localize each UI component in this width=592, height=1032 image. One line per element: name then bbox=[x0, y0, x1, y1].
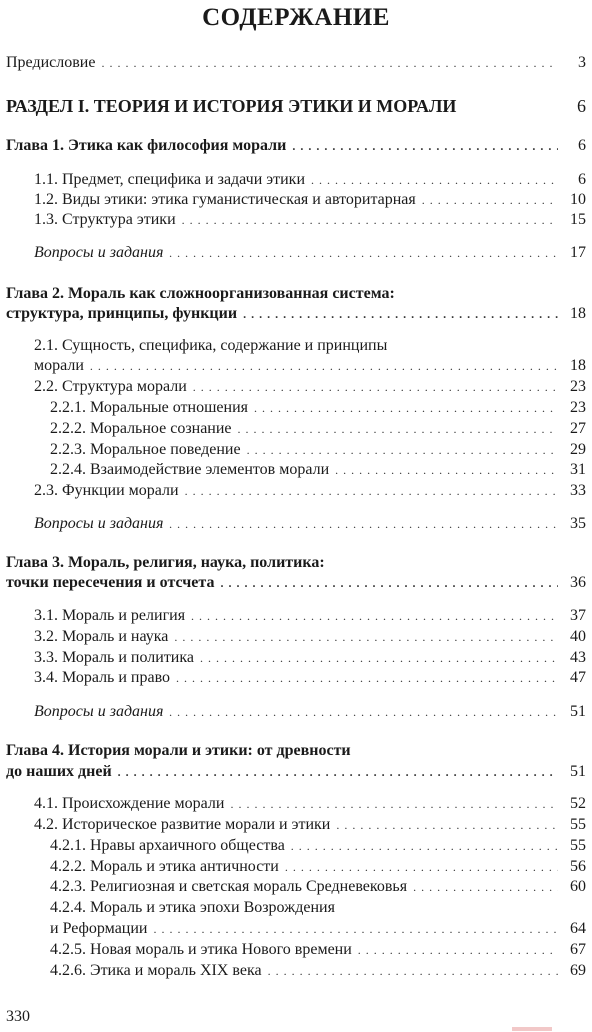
toc-entry-s3-1[interactable] bbox=[34, 606, 586, 626]
toc-entry-s4-2-6[interactable] bbox=[50, 961, 586, 981]
entry-label: 1.2. Виды этики: этика гуманистическая и авторитарная bbox=[34, 191, 416, 208]
toc-entry-q1[interactable] bbox=[34, 243, 586, 263]
toc-entry-s4-2-1[interactable] bbox=[50, 836, 586, 856]
entry-label: морали bbox=[34, 357, 84, 374]
entry-label: Предисловие bbox=[6, 54, 96, 71]
dot-leader bbox=[268, 961, 558, 981]
toc-entry-s4-2-5[interactable] bbox=[50, 940, 586, 960]
entry-label: Глава 1. Этика как философия морали bbox=[6, 137, 287, 154]
entry-page: 69 bbox=[570, 962, 586, 979]
toc-entry-ch4-line1[interactable]: Глава 4. История морали и этики: от древности bbox=[6, 742, 351, 759]
entry-page: 43 bbox=[570, 649, 586, 666]
dot-leader bbox=[422, 190, 558, 210]
toc-entry-s3-2[interactable] bbox=[34, 627, 586, 647]
toc-entry-ch4[interactable] bbox=[6, 762, 586, 782]
entry-page: 35 bbox=[570, 515, 586, 532]
entry-label: и Реформации bbox=[50, 920, 148, 937]
entry-label: 4.2.1. Нравы архаичного общества bbox=[50, 837, 285, 854]
entry-label: 4.1. Происхождение морали bbox=[34, 795, 225, 812]
dot-leader bbox=[335, 460, 558, 480]
entry-page: 23 bbox=[570, 378, 586, 395]
toc-entry-ch2-line1[interactable]: Глава 2. Мораль как сложноорганизованная система: bbox=[6, 285, 395, 302]
entry-page: 15 bbox=[570, 211, 586, 228]
entry-label: 4.2.2. Мораль и этика античности bbox=[50, 858, 279, 875]
toc-entry-preface[interactable] bbox=[6, 53, 586, 73]
dot-leader bbox=[292, 136, 558, 156]
toc-entry-ch3-line1[interactable]: Глава 3. Мораль, религия, наука, политика: bbox=[6, 554, 325, 571]
entry-label: точки пересечения и отсчета bbox=[6, 574, 215, 591]
entry-page: 3 bbox=[578, 54, 586, 71]
toc-entry-q3[interactable] bbox=[34, 702, 586, 722]
entry-label: 4.2.6. Этика и мораль XIX века bbox=[50, 962, 262, 979]
toc-entry-s1-2[interactable] bbox=[34, 190, 586, 210]
toc-entry-ch3[interactable] bbox=[6, 573, 586, 593]
entry-label: 2.2.4. Взаимодействие элементов морали bbox=[50, 461, 330, 478]
toc-entry-s2-1-line1[interactable]: 2.1. Сущность, специфика, содержание и принципы bbox=[34, 337, 388, 354]
entry-label: до наших дней bbox=[6, 763, 112, 780]
dot-leader bbox=[90, 356, 558, 376]
dot-leader bbox=[413, 877, 558, 897]
toc-entry-ch1[interactable] bbox=[6, 136, 586, 156]
dot-leader bbox=[169, 514, 558, 534]
toc-entry-s4-2-3[interactable] bbox=[50, 877, 586, 897]
dot-leader bbox=[193, 377, 558, 397]
entry-page: 27 bbox=[570, 420, 586, 437]
entry-page: 67 bbox=[570, 941, 586, 958]
entry-label: 4.2.3. Религиозная и светская мораль Средневековья bbox=[50, 878, 408, 895]
dot-leader bbox=[336, 815, 558, 835]
entry-page: 40 bbox=[570, 628, 586, 645]
dot-leader bbox=[118, 762, 558, 782]
dot-leader bbox=[247, 440, 558, 460]
dot-leader bbox=[169, 243, 558, 263]
entry-page: 51 bbox=[570, 763, 586, 780]
dot-leader bbox=[243, 304, 558, 324]
entry-page: 52 bbox=[570, 795, 586, 812]
entry-page: 29 bbox=[570, 441, 586, 458]
entry-page: 55 bbox=[570, 837, 586, 854]
entry-page: 64 bbox=[570, 920, 586, 937]
toc-entry-s4-2[interactable] bbox=[34, 815, 586, 835]
dot-leader bbox=[169, 702, 558, 722]
dot-leader bbox=[230, 794, 558, 814]
entry-page: 6 bbox=[578, 171, 586, 188]
toc-entry-s4-2-4-line1[interactable]: 4.2.4. Мораль и этика эпохи Возрождения bbox=[50, 899, 335, 916]
entry-page: 31 bbox=[570, 461, 586, 478]
entry-label: Вопросы и задания bbox=[34, 244, 164, 261]
entry-label: Вопросы и задания bbox=[34, 703, 164, 720]
toc-entry-s3-3[interactable] bbox=[34, 648, 586, 668]
toc-entry-section1[interactable] bbox=[6, 96, 586, 118]
entry-label: РАЗДЕЛ I. ТЕОРИЯ И ИСТОРИЯ ЭТИКИ И МОРАЛИ bbox=[6, 96, 457, 116]
entry-page: 18 bbox=[570, 357, 586, 374]
toc-entry-s2-2[interactable] bbox=[34, 377, 586, 397]
dot-leader bbox=[285, 857, 558, 877]
entry-label: 4.2. Историческое развитие морали и этики bbox=[34, 816, 331, 833]
entry-page: 37 bbox=[570, 607, 586, 624]
dot-leader bbox=[200, 648, 558, 668]
entry-label: 4.2.5. Новая мораль и этика Нового времени bbox=[50, 941, 352, 958]
dot-leader bbox=[358, 940, 558, 960]
entry-page: 17 bbox=[570, 244, 586, 261]
entry-label: 2.2.1. Моральные отношения bbox=[50, 399, 249, 416]
dot-leader bbox=[220, 573, 558, 593]
entry-label: 3.4. Мораль и право bbox=[34, 669, 171, 686]
entry-page: 10 bbox=[570, 191, 586, 208]
entry-page: 47 bbox=[570, 669, 586, 686]
page-number: 330 bbox=[6, 1008, 30, 1025]
entry-page: 6 bbox=[578, 137, 586, 154]
dot-leader bbox=[101, 53, 558, 73]
dot-leader bbox=[176, 668, 558, 688]
toc-entry-ch2[interactable] bbox=[6, 304, 586, 324]
toc-entry-s2-2-4[interactable] bbox=[50, 460, 586, 480]
dot-leader bbox=[254, 398, 558, 418]
dot-leader bbox=[174, 627, 558, 647]
toc-entry-s2-2-1[interactable] bbox=[50, 398, 586, 418]
toc-entry-s2-1[interactable] bbox=[34, 356, 586, 376]
entry-label: 2.3. Функции морали bbox=[34, 482, 179, 499]
decorative-mark bbox=[512, 1027, 552, 1031]
dot-leader bbox=[153, 919, 558, 939]
entry-label: 3.2. Мораль и наука bbox=[34, 628, 169, 645]
entry-page: 33 bbox=[570, 482, 586, 499]
dot-leader bbox=[311, 170, 558, 190]
entry-label: 2.2.3. Моральное поведение bbox=[50, 441, 241, 458]
toc-entry-s1-3[interactable] bbox=[34, 210, 586, 230]
toc-entry-s1-1[interactable] bbox=[34, 170, 586, 190]
entry-page: 18 bbox=[570, 305, 586, 322]
entry-label: 1.3. Структура этики bbox=[34, 211, 176, 228]
entry-label: 3.3. Мораль и политика bbox=[34, 649, 194, 666]
entry-page: 36 bbox=[570, 574, 586, 591]
dot-leader bbox=[238, 419, 558, 439]
entry-page: 55 bbox=[570, 816, 586, 833]
toc-entry-s2-3[interactable] bbox=[34, 481, 586, 501]
entry-label: 3.1. Мораль и религия bbox=[34, 607, 186, 624]
entry-page: 23 bbox=[570, 399, 586, 416]
entry-label: структура, принципы, функции bbox=[6, 305, 238, 322]
page-title: СОДЕРЖАНИЕ bbox=[202, 4, 390, 31]
dot-leader bbox=[191, 606, 558, 626]
toc-entry-s2-2-2[interactable] bbox=[50, 419, 586, 439]
toc-entry-s4-1[interactable] bbox=[34, 794, 586, 814]
toc-entry-s3-4[interactable] bbox=[34, 668, 586, 688]
entry-label: 2.2.2. Моральное сознание bbox=[50, 420, 232, 437]
entry-page: 60 bbox=[570, 878, 586, 895]
dot-leader bbox=[182, 210, 558, 230]
entry-label: 1.1. Предмет, специфика и задачи этики bbox=[34, 171, 306, 188]
dot-leader bbox=[291, 836, 558, 856]
toc-entry-s4-2-4[interactable] bbox=[50, 919, 586, 939]
toc-entry-s2-2-3[interactable] bbox=[50, 440, 586, 460]
entry-page: 56 bbox=[570, 858, 586, 875]
entry-page: 51 bbox=[570, 703, 586, 720]
entry-page: 6 bbox=[577, 96, 586, 116]
entry-label: Вопросы и задания bbox=[34, 515, 164, 532]
entry-label: 2.2. Структура морали bbox=[34, 378, 187, 395]
dot-leader bbox=[185, 481, 558, 501]
toc-entry-s4-2-2[interactable] bbox=[50, 857, 586, 877]
toc-entry-q2[interactable] bbox=[34, 514, 586, 534]
